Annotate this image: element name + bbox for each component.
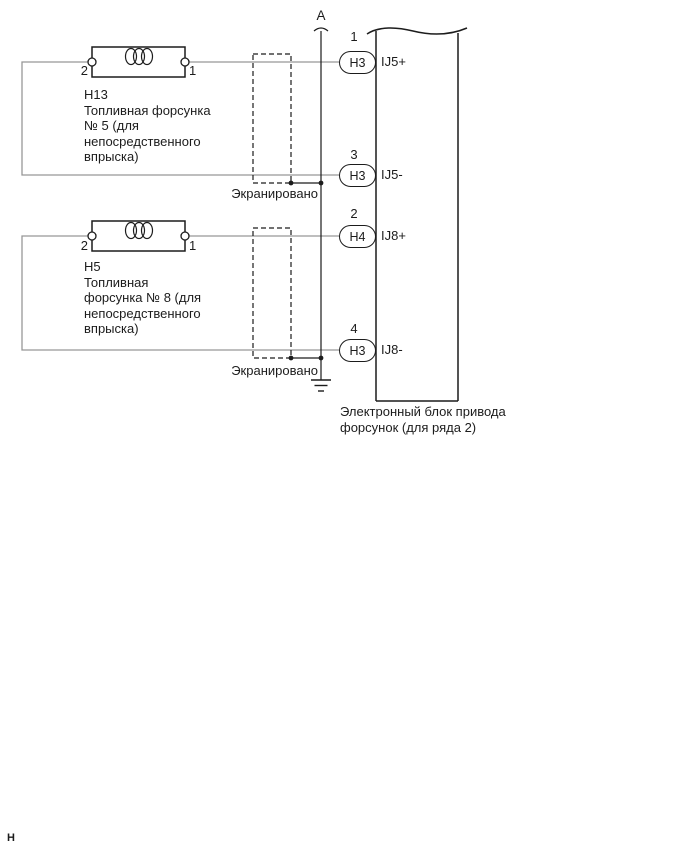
ecu-pin4-connector: H3 bbox=[339, 339, 376, 362]
injector2-body bbox=[92, 221, 185, 251]
injector1-pin1-label: 1 bbox=[189, 63, 197, 78]
shield1-label: Экранировано bbox=[231, 186, 318, 201]
injector2-desc-line: непосредственного bbox=[84, 305, 201, 321]
injector1-code: H13 bbox=[84, 87, 108, 102]
ecu-pin2-connector: H4 bbox=[339, 225, 376, 248]
injector2-pin2-label: 2 bbox=[80, 238, 88, 253]
injector1-terminal1 bbox=[181, 58, 189, 66]
injector2-description bbox=[84, 259, 201, 337]
injector1-desc-line: Топливная форсунка bbox=[84, 102, 211, 118]
shield-box-2 bbox=[253, 228, 291, 358]
ground-icon bbox=[311, 380, 331, 391]
shield-bus-label: A bbox=[316, 8, 326, 23]
ecu-pin4-signal: IJ8- bbox=[381, 342, 403, 357]
ecu-caption bbox=[340, 404, 506, 436]
page-corner-label: H bbox=[7, 832, 15, 844]
injector1-coil-icon bbox=[126, 49, 153, 65]
injector1-description bbox=[84, 87, 211, 165]
injector2-terminal2 bbox=[88, 232, 96, 240]
ecu-pin3-signal: IJ5- bbox=[381, 167, 403, 182]
ecu-pin2-number: 2 bbox=[350, 206, 358, 221]
injector2-desc-line: Топливная bbox=[84, 274, 149, 290]
injector2-desc-line: впрыска) bbox=[84, 321, 139, 336]
ecu-pin1-signal: IJ5+ bbox=[381, 54, 406, 69]
ecu-pin3-number: 3 bbox=[350, 147, 358, 162]
injector2-terminal1 bbox=[181, 232, 189, 240]
injector2-coil-icon bbox=[126, 223, 153, 239]
ecu-pin4-number: 4 bbox=[350, 321, 358, 336]
ecu-pin1-connector: H3 bbox=[339, 51, 376, 74]
injector2-code: H5 bbox=[84, 259, 101, 274]
junction-dot bbox=[289, 181, 294, 186]
injector2-pin1-label: 1 bbox=[189, 238, 197, 253]
injector1-pin2-label: 2 bbox=[80, 63, 88, 78]
shield-box-1 bbox=[253, 54, 291, 183]
ecu-pin2-signal: IJ8+ bbox=[381, 228, 406, 243]
injector1-terminal2 bbox=[88, 58, 96, 66]
ecu-pin3-connector: H3 bbox=[339, 164, 376, 187]
ecu-pin1-number: 1 bbox=[350, 29, 358, 44]
injector1-desc-line: № 5 (для bbox=[84, 118, 139, 133]
injector1-desc-line: непосредственного bbox=[84, 133, 201, 149]
injector2-desc-line: форсунка № 8 (для bbox=[84, 290, 202, 305]
shield2-label: Экранировано bbox=[231, 363, 318, 378]
ecu-caption-line1: Электронный блок привода bbox=[340, 404, 506, 419]
junction-dot bbox=[289, 356, 294, 361]
injector1-desc-line: впрыска) bbox=[84, 149, 139, 164]
ecu-caption-line2: форсунок (для ряда 2) bbox=[340, 420, 477, 435]
injector1-body bbox=[92, 47, 185, 77]
wire-break-mark-icon bbox=[314, 28, 328, 31]
